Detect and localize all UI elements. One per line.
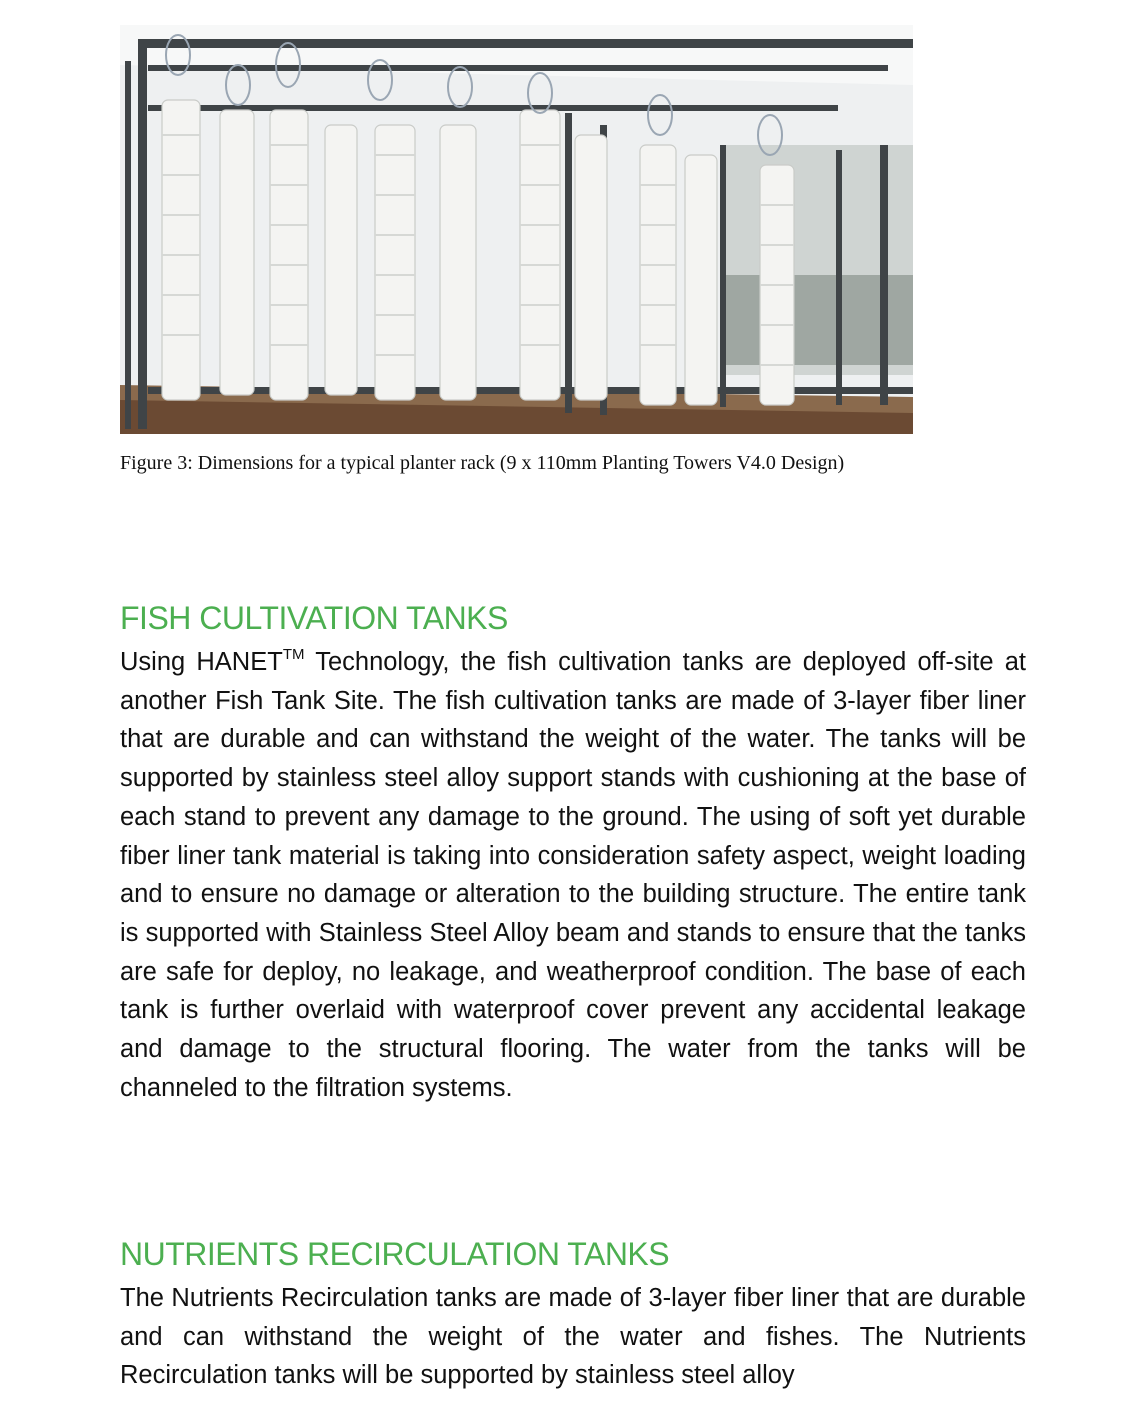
section-heading-nutrients-recirculation: NUTRIENTS RECIRCULATION TANKS	[120, 1236, 670, 1272]
planter-rack-photo	[120, 25, 913, 434]
section-body-nutrients-recirculation: The Nutrients Recirculation tanks are made of 3-layer fiber liner that are durable and can withstand the weight of the water and fishes. The Nutrients Recirculation tanks will be supported by stainless steel alloy	[120, 1284, 1026, 1390]
section-body-fish-cultivation	[120, 643, 1026, 1107]
trademark-superscript: TM	[282, 645, 305, 663]
paragraph-text-start: Using HANET	[120, 648, 283, 676]
planter-rack-illustration	[120, 25, 913, 434]
figure-caption: Figure 3: Dimensions for a typical planter rack (9 x 110mm Planting Towers V4.0 Design)	[120, 452, 845, 474]
section-heading-fish-cultivation: FISH CULTIVATION TANKS	[120, 600, 508, 636]
paragraph-text-rest: Technology, the fish cultivation tanks are deployed off-site at another Fish Tank Site. The fish cultivation tanks are made of 3-layer fiber liner that are durable and can withstand the weight of the water. The tanks will be supported by stainless steel alloy support stands with cushioning at the base of each stand to prevent any damage to the ground. The using of soft yet durable fiber liner tank material is taking into consideration safety aspect, weight loading and to ensure no damage or alteration to the building structure. The entire tank is supported with Stainless Steel Alloy beam and stands to ensure that the tanks are safe for deploy, no leakage, and weatherproof condition. The base of each tank is further overlaid with waterproof cover prevent any accidental leakage and damage to the structural flooring. The water from the tanks will be channeled to the filtration systems.	[120, 648, 1027, 1102]
